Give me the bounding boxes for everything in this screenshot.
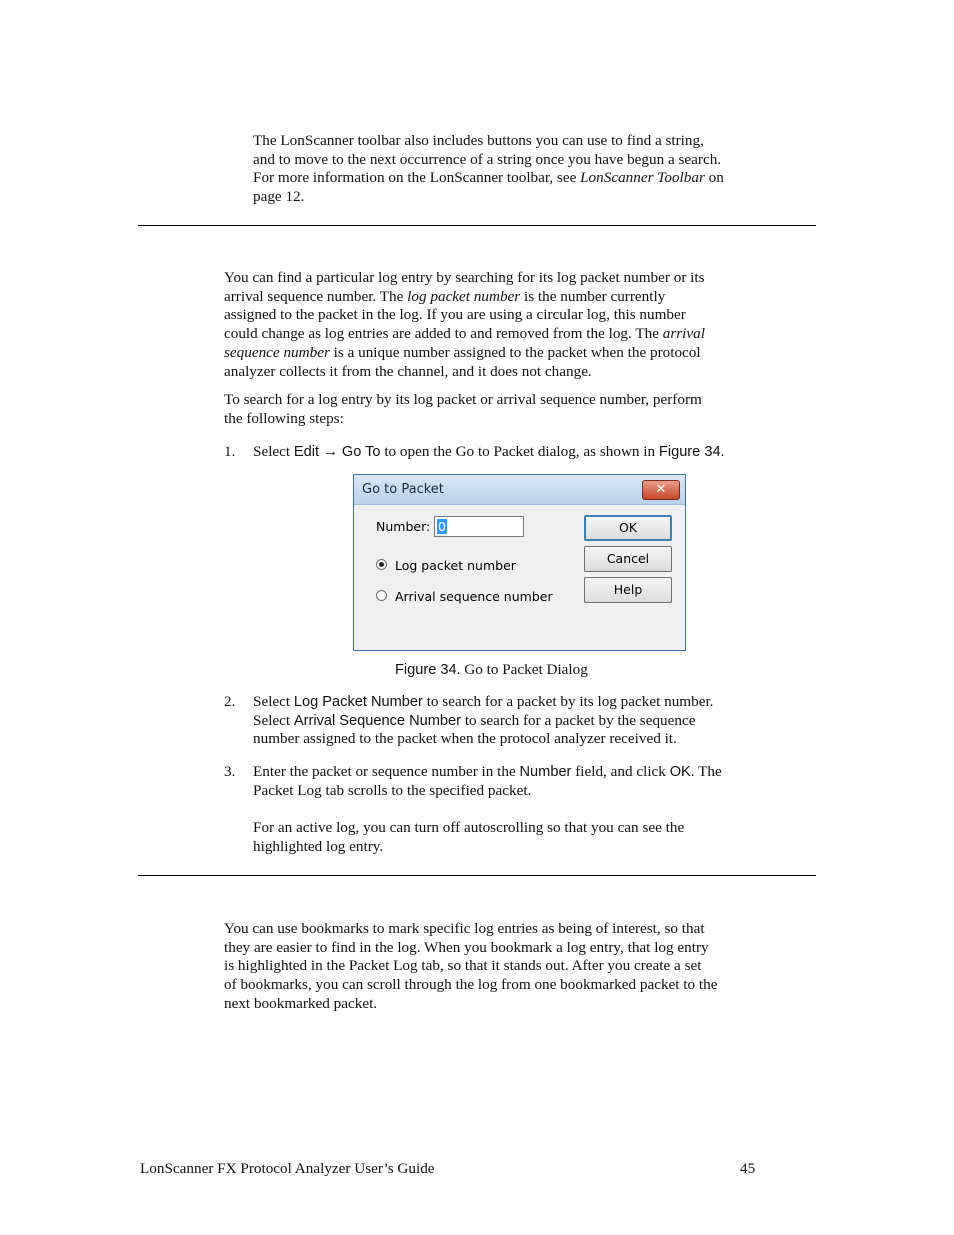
footer-title: LonScanner FX Protocol Analyzer User’s Guide: [140, 1160, 435, 1177]
cross-reference: LonScanner Toolbar: [580, 169, 705, 187]
steps-intro-paragraph: To search for a log entry by its log packet or arrival sequence number, perform the following steps:: [224, 391, 702, 427]
close-icon[interactable]: ✕: [642, 480, 680, 500]
log-packet-radio[interactable]: [376, 559, 387, 570]
step-number: 2.: [224, 693, 236, 710]
section-divider: [138, 875, 816, 876]
arrival-sequence-radio[interactable]: [376, 590, 387, 601]
step-number: 3.: [224, 763, 236, 780]
log-packet-label: Log packet number: [395, 558, 516, 573]
ok-button[interactable]: OK: [584, 515, 672, 541]
go-to-packet-dialog: [353, 474, 686, 651]
intro-paragraph: The LonScanner toolbar also includes buttons you can use to find a string, and to move to the next occurrence of a string once you have begun a search. For more information on the LonScanner toolbar, see LonScanner Toolbar on page 12.: [253, 132, 724, 206]
find-entry-paragraph: You can find a particular log entry by searching for its log packet number or its arrival sequence number. The log packet number is the number currently assigned to the packet in the log. If you are using a circular log, this number could change as log entries are added to and removed from the log. The arrival sequence number is a unique number assigned to the packet when the protocol analyzer collects it from the channel, and it does not change.: [224, 269, 705, 380]
step-3-note: For an active log, you can turn off autoscrolling so that you can see the highlighted log entry.: [253, 819, 685, 855]
step-3: Enter the packet or sequence number in the Number field, and click OK. The Packet Log tab scrolls to the specified packet.: [253, 763, 722, 799]
bookmarks-paragraph: You can use bookmarks to mark specific log entries as being of interest, so that they are easier to find in the log. When you bookmark a log entry, that log entry is highlighted in the Packet Log tab, so that it stands out. After you create a set of bookmarks, you can scroll through the log from one bookmarked packet to the next bookmarked packet.: [224, 920, 718, 1012]
number-label: Number:: [376, 519, 431, 534]
dialog-titlebar: [354, 475, 685, 505]
figure-caption: Figure 34. Go to Packet Dialog: [395, 661, 588, 678]
number-input[interactable]: 0: [434, 516, 524, 537]
dialog-title: Go to Packet: [362, 482, 444, 497]
page-number: 45: [740, 1160, 756, 1177]
step-number: 1.: [224, 443, 236, 460]
help-button[interactable]: Help: [584, 577, 672, 603]
step-2: Select Log Packet Number to search for a packet by its log packet number. Select Arrival Sequence Number to search for a packet by the sequence number assigned to the packet when the protocol analyzer received it.: [253, 693, 714, 748]
arrival-sequence-label: Arrival sequence number: [395, 589, 553, 604]
section-divider: [138, 225, 816, 226]
cancel-button[interactable]: Cancel: [584, 546, 672, 572]
step-1: Select Edit → Go To to open the Go to Packet dialog, as shown in Figure 34.: [253, 443, 725, 460]
